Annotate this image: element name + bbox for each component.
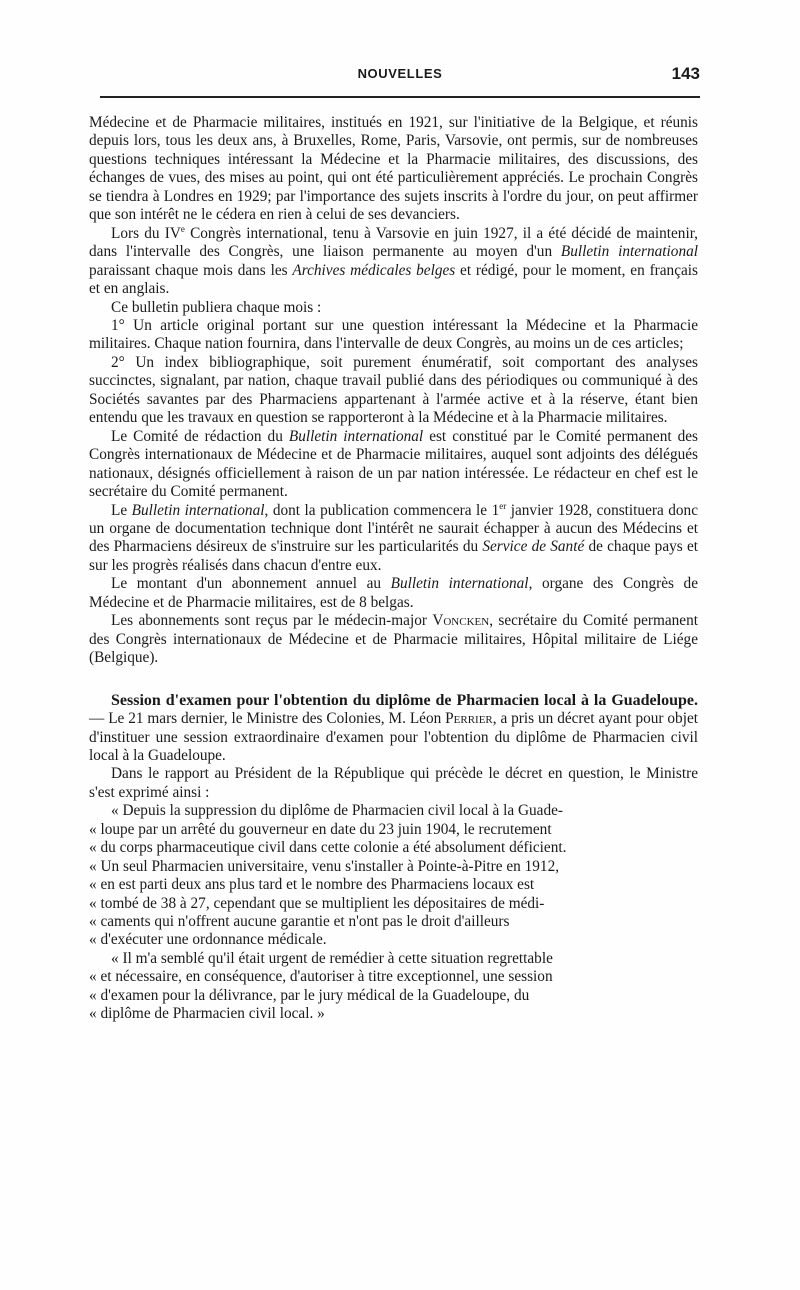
paragraph-bulletin-contents-intro: Ce bulletin publiera chaque mois :	[111, 298, 322, 316]
paragraph-publication-start: Le Bulletin international, dont la publication commencera le 1er janvier 1928, constituera donc un organe de documentation technique dont l'intérêt ne saurait échapper à aucun des Médecins et des Pharmaciens désireux de s'instruire sur les particularités du Service de Santé de chaque pays et sur les progrès réalisés dans chacun d'entre eux.	[89, 500, 698, 574]
paragraph-item-bibliographic-index: 2° Un index bibliographique, soit purement énumératif, soit comportant des analyses succinctes, signalant, par nation, chaque travail publié dans des périodiques ou communiqué à des Sociétés savantes par des Pharmaciens appartenant à l'armée active et à la réserve, étant bien entendu que les travaux en question se rapporteront à la Médecine et à la Pharmacie militaires.	[89, 353, 698, 427]
quote-line: « caments qui n'offrent aucune garantie et n'ont pas le droit d'ailleurs	[89, 913, 510, 931]
quote-line: « en est parti deux ans plus tard et le nombre des Pharmaciens locaux est	[89, 876, 535, 894]
paragraph-subscription-address: Les abonnements sont reçus par le médecin-major Voncken, secrétaire du Comité permanent des Congrès internationaux de Médecine et de Pharmacie militaires, Hôpital militaire de Liége (Belgique).	[89, 612, 698, 667]
paragraph-report-intro: Dans le rapport au Président de la République qui précède le décret en question, le Ministre s'est exprimé ainsi :	[89, 765, 698, 801]
quote-line: « Un seul Pharmacien universitaire, venu s'installer à Pointe-à-Pitre en 1912,	[89, 857, 560, 875]
paragraph-item-original-article: 1° Un article original portant sur une question intéressant la Médecine et la Pharmacie militaires. Chaque nation fournira, dans l'intervalle de deux Congrès, au moins un de ces articles;	[89, 316, 698, 353]
page-header	[100, 64, 700, 86]
quote-line: « d'exécuter une ordonnance médicale.	[89, 931, 327, 949]
quotation-block-2	[89, 950, 698, 1024]
paragraph-subscription-price: Le montant d'un abonnement annuel au Bulletin international, organe des Congrès de Médecine et de Pharmacie militaires, est de 8 belgas.	[89, 575, 698, 611]
quote-line: « du corps pharmaceutique civil dans cette colonie a été absolument déficient.	[89, 839, 567, 857]
header-rule	[100, 96, 700, 98]
paragraph-editorial-committee: Le Comité de rédaction du Bulletin international est constitué par le Comité permanent des Congrès internationaux de Médecine et de Pharmacie militaires, auquel sont adjoints des délégués nationaux, désignés officiellement à raison de un par nation intéressée. Le rédacteur en chef est le secrétaire du Comité permanent.	[89, 427, 699, 501]
section-gap	[89, 668, 698, 692]
paragraph-guadeloupe-decree: Session d'examen pour l'obtention du diplôme de Pharmacien local à la Guadeloupe. — Le 21 mars dernier, le Ministre des Colonies, M. Léon Perrier, a pris un décret ayant pour objet d'instituer une session extraordinaire d'examen pour l'obtention du diplôme de Pharmacien civil local à la Guadeloupe.	[89, 691, 698, 764]
paragraph-congress-history: Médecine et de Pharmacie militaires, institués en 1921, sur l'initiative de la Belgique, et réunis depuis lors, tous les deux ans, à Bruxelles, Rome, Paris, Varsovie, ont permis, sur de nombreuses questions techniques intéressant la Médecine et la Pharmacie militaires, des discussions, des échanges de vues, des mises au point, qui ont été particulièrement appréciés. Le prochain Congrès se tiendra à Londres en 1929; par l'importance des sujets inscrits à l'ordre du jour, on peut affirmer que son intérêt ne le cédera en rien à celui de ses devanciers.	[89, 114, 698, 224]
quotation-block-1	[89, 802, 698, 950]
quote-line: « et nécessaire, en conséquence, d'autoriser à titre exceptionnel, une session	[89, 968, 553, 986]
running-title: NOUVELLES	[357, 66, 443, 81]
page-number: 143	[671, 64, 700, 83]
quote-line: « loupe par un arrêté du gouverneur en date du 23 juin 1904, le recrutement	[89, 820, 552, 838]
quote-line: « tombé de 38 à 27, cependant que se multiplient les dépositaires de médi-	[89, 894, 545, 912]
paragraph-bulletin-decision: Lors du IVe Congrès international, tenu à Varsovie en juin 1927, il a été décidé de maintenir, dans l'intervalle des Congrès, une liaison permanente au moyen d'un Bulletin international paraissant chaque mois dans les Archives médicales belges et rédigé, pour le moment, en français et en anglais.	[89, 223, 698, 298]
quote-line: « Il m'a semblé qu'il était urgent de remédier à cette situation regrettable	[111, 949, 553, 967]
section-title: Session d'examen pour l'obtention du diplôme de Pharmacien local à la Guadeloupe.	[111, 691, 698, 709]
page-body	[89, 114, 698, 1024]
quote-line: « d'examen pour la délivrance, par le jury médical de la Guadeloupe, du	[89, 986, 530, 1004]
quote-line: « Depuis la suppression du diplôme de Pharmacien civil local à la Guade-	[111, 802, 563, 820]
quote-line: « diplôme de Pharmacien civil local. »	[89, 1005, 325, 1023]
